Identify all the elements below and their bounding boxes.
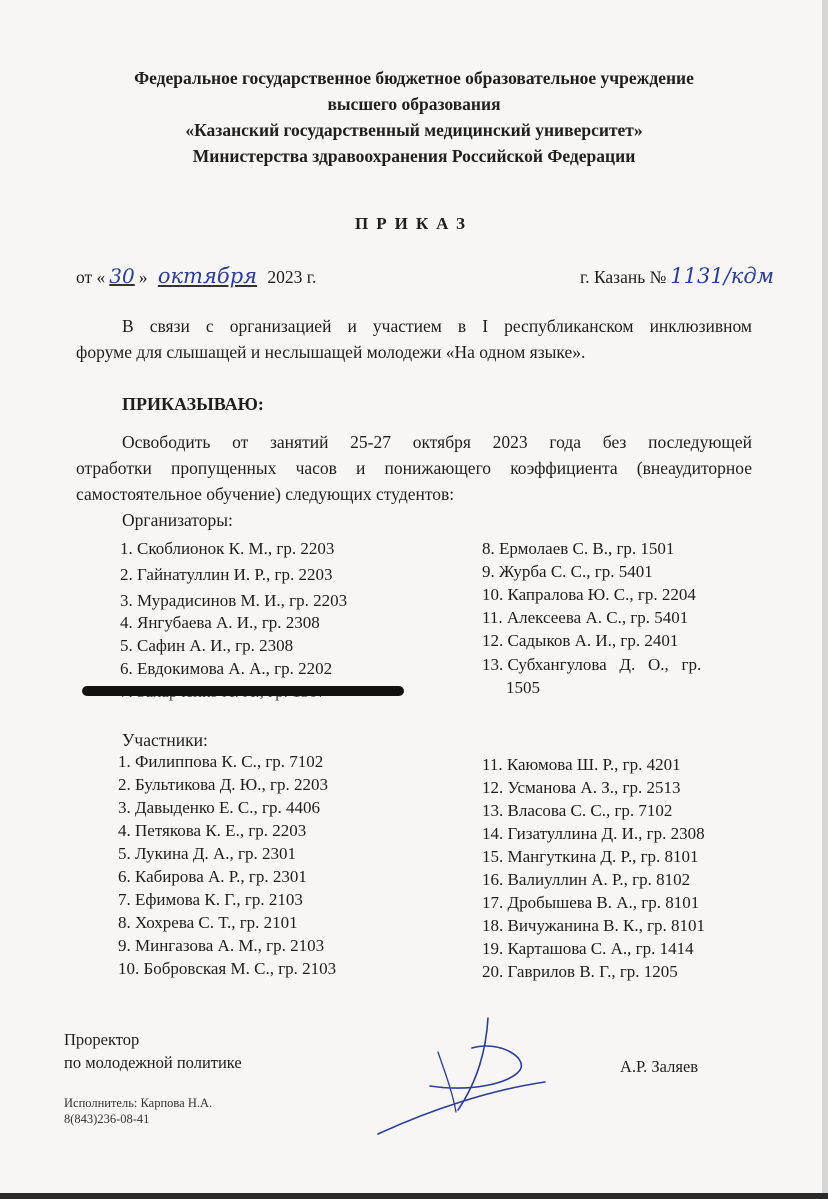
header-line-2: высшего образования: [327, 94, 501, 114]
order-number: 1131/кдм: [670, 264, 775, 288]
list-item: 8. Ермолаев С. В., гр. 1501: [482, 539, 675, 558]
list-item: 12. Усманова А. З., гр. 2513: [482, 778, 681, 797]
signer-name: А.Р. Заляев: [620, 1057, 699, 1076]
header-line-3: «Казанский государственный медицинский университет»: [185, 120, 643, 140]
date-year: 2023 г.: [267, 267, 317, 287]
list-item: 1. Скоблионок К. М., гр. 2203: [120, 539, 335, 558]
list-item: 6. Кабирова А. Р., гр. 2301: [118, 867, 307, 886]
release-line-3: самостоятельное обучение) следующих студентов:: [76, 484, 455, 504]
list-item: 10. Капралова Ю. С., гр. 2204: [482, 585, 696, 604]
list-item: 3. Давыденко Е. С., гр. 4406: [118, 798, 320, 817]
list-item: 3. Мурадисинов М. И., гр. 2203: [120, 591, 348, 610]
list-item: 18. Вичужанина В. К., гр. 8101: [482, 916, 706, 935]
list-item: 9. Журба С. С., гр. 5401: [482, 562, 653, 581]
release-line-1: Освободить от занятий 25-27 октября 2023 года без последующей: [122, 432, 752, 452]
list-item: 20. Гаврилов В. Г., гр. 1205: [482, 962, 678, 981]
list-item: 2. Бультикова Д. Ю., гр. 2203: [118, 775, 328, 794]
list-item: 2. Гайнатуллин И. Р., гр. 2203: [120, 565, 333, 584]
signer-title-1: Проректор: [64, 1030, 140, 1049]
list-item: 5. Лукина Д. А., гр. 2301: [118, 844, 296, 863]
date-prefix: от «: [76, 267, 106, 287]
city-prefix: г. Казань №: [580, 267, 667, 287]
intro-line-1: В связи с организацией и участием в I республиканском инклюзивном: [122, 316, 752, 336]
header-line-1: Федеральное государственное бюджетное образовательное учреждение: [134, 68, 694, 88]
intro-line-2: форуме для слышащей и неслышащей молодежи «На одном языке».: [76, 342, 586, 362]
list-item: 8. Хохрева С. Т., гр. 2101: [118, 913, 298, 932]
list-item-continued: 1505: [506, 678, 540, 697]
list-item: 16. Валиуллин А. Р., гр. 8102: [482, 870, 691, 889]
organizers-label: Организаторы:: [122, 510, 233, 530]
list-item: 4. Янгубаева А. И., гр. 2308: [120, 613, 320, 632]
date-day: 30: [109, 264, 135, 288]
header-line-4: Министерства здравоохранения Российской Федерации: [192, 146, 636, 166]
list-item: 17. Дробышева В. А., гр. 8101: [482, 893, 700, 912]
document-title: ПРИКАЗ: [355, 214, 473, 233]
list-item: 19. Карташова С. А., гр. 1414: [482, 939, 694, 958]
list-item: 9. Мингазова А. М., гр. 2103: [118, 936, 325, 955]
list-item: 11. Алексеева А. С., гр. 5401: [482, 608, 689, 627]
list-item: 14. Гизатуллина Д. И., гр. 2308: [482, 824, 705, 843]
list-item: 5. Сафин А. И., гр. 2308: [120, 636, 294, 655]
date-mid: »: [138, 267, 148, 287]
list-item: 4. Петякова К. Е., гр. 2203: [118, 821, 307, 840]
list-item: 13. Власова С. С., гр. 7102: [482, 801, 673, 820]
list-item: 11. Каюмова Ш. Р., гр. 4201: [482, 755, 681, 774]
list-item: 6. Евдокимова А. А., гр. 2202: [120, 659, 333, 678]
page-edge: [822, 0, 828, 1199]
participants-label: Участники:: [122, 730, 208, 750]
list-item: 12. Садыков А. И., гр. 2401: [482, 631, 679, 650]
list-item: 15. Мангуткина Д. Р., гр. 8101: [482, 847, 699, 866]
executor-name: Исполнитель: Карпова Н.А.: [64, 1096, 213, 1110]
page-bottom-edge: [0, 1193, 828, 1199]
orders-heading: ПРИКАЗЫВАЮ:: [122, 394, 264, 414]
signer-title-2: по молодежной политике: [64, 1053, 242, 1072]
release-line-2: отработки пропущенных часов и понижающего коэффициента (внеаудиторное: [76, 458, 752, 478]
list-item: 10. Бобровская М. С., гр. 2103: [118, 959, 337, 978]
list-item: 1. Филиппова К. С., гр. 7102: [118, 752, 324, 771]
executor-phone: 8(843)236-08-41: [64, 1112, 150, 1126]
list-item: 7. Ефимова К. Г., гр. 2103: [118, 890, 303, 909]
date-month: октября: [157, 264, 258, 288]
list-item: 13. Субхангулова Д. О., гр.: [482, 655, 702, 674]
